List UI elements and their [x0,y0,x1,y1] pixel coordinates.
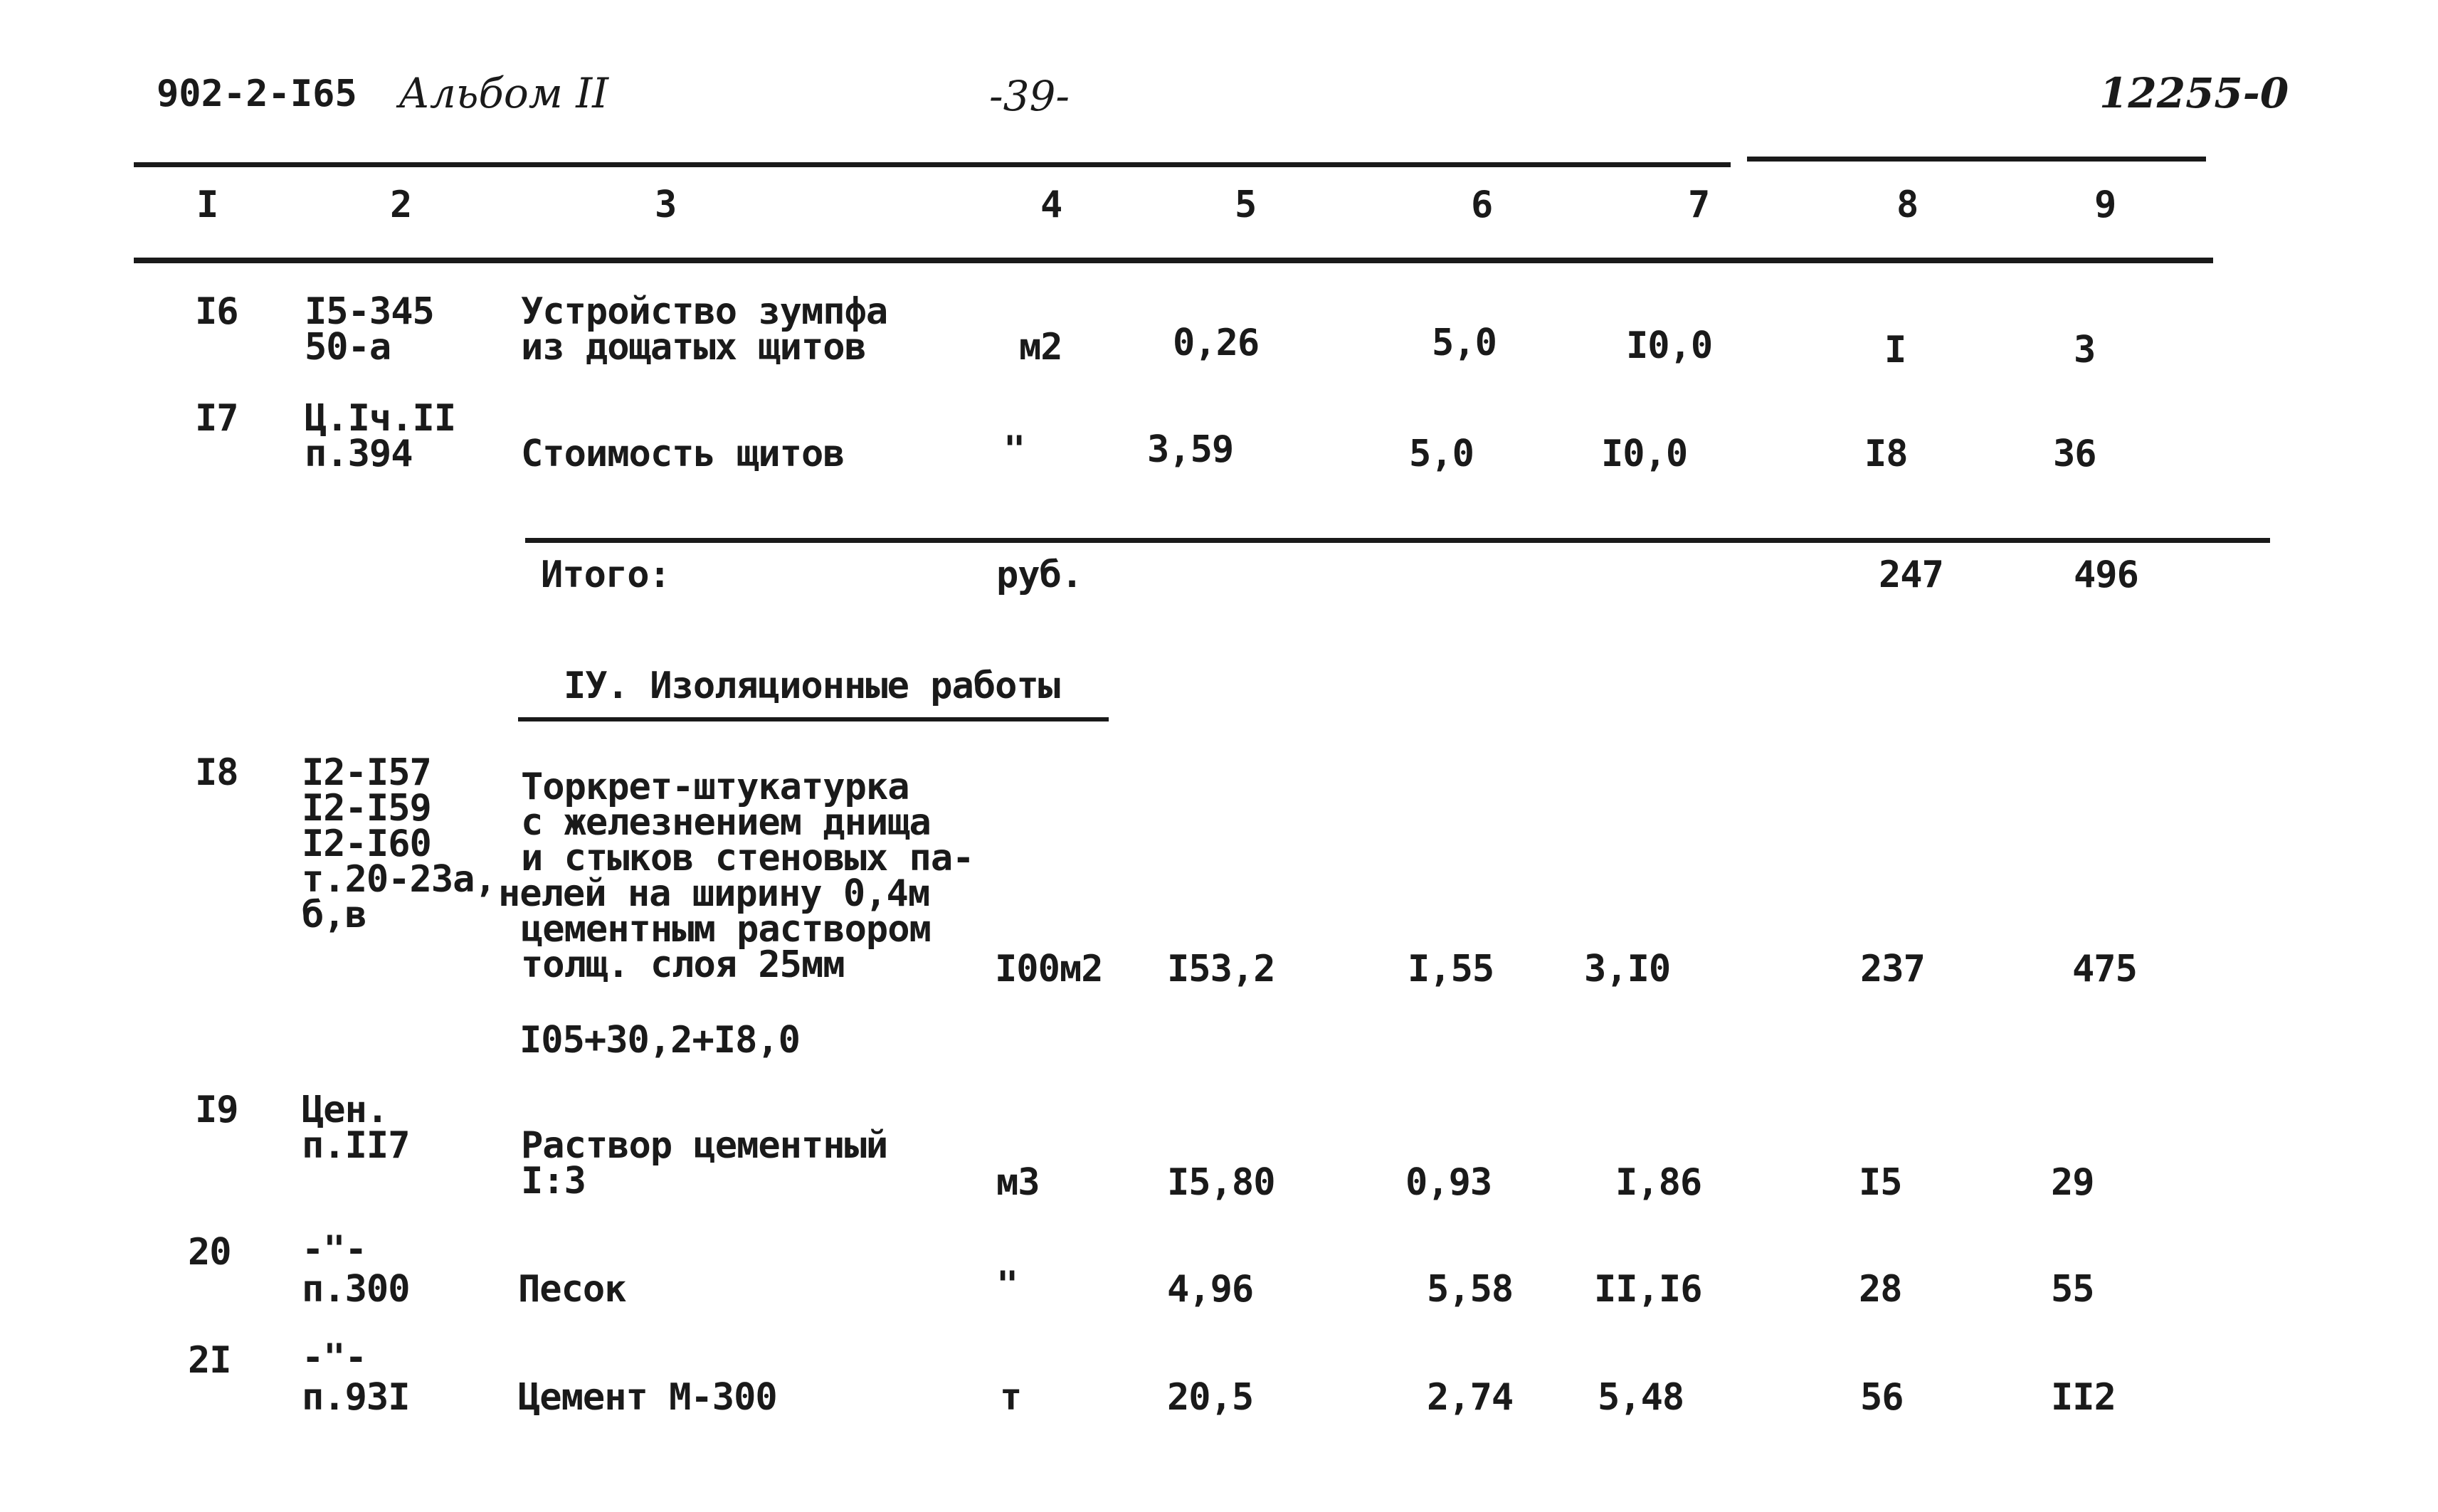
row-name-line: с железнением днища [521,801,931,844]
row-code-line: I5-345 [305,290,434,333]
row-code-line: п.394 [305,433,413,475]
row-unit: " [996,1264,1018,1306]
column-header-1: I [196,184,218,226]
row-col7: 3,I0 [1584,948,1671,990]
subtotal-rule [525,538,2270,543]
row-col6: I,55 [1408,948,1494,990]
row-unit: м2 [1019,326,1062,369]
row-code-line: п.II7 [302,1124,410,1167]
row-code-line: I2-I59 [302,787,431,830]
row-code-line: п.300 [302,1268,410,1311]
section-title: IУ. Изоляционные работы [564,665,1060,707]
row-number: 20 [188,1231,231,1274]
row-name-line: нелей на ширину 0,4м [498,872,930,915]
row-col7: I,86 [1615,1161,1702,1204]
row-name-line: Песок [518,1268,626,1311]
row-col8: 28 [1859,1268,1902,1311]
row-name-line: толщ. слоя 25мм [521,943,845,986]
row-code-line: I2-I57 [302,751,431,794]
page-number: -39- [989,72,1070,120]
row-name-line: Торкрет-штукатурка [521,766,909,808]
row-col5: 20,5 [1167,1376,1254,1419]
row-number: I9 [195,1089,238,1131]
header-top-rule-right [1747,157,2206,162]
row-code-line: I2-I60 [302,823,431,865]
row-col9: II2 [2051,1376,2116,1419]
row-name-line: Цемент М-300 [518,1376,777,1419]
row-code-line: т.20-23а, [302,858,496,901]
row-col8: I8 [1864,433,1908,475]
row-name-line: цементным раствором [521,908,931,951]
row-number: I8 [195,751,238,794]
subtotal-unit: руб. [996,554,1083,596]
row-unit: м3 [996,1161,1040,1204]
row-col6: 5,0 [1432,322,1497,364]
column-header-6: 6 [1471,184,1493,226]
row-name-line: из дощатых щитов [521,326,866,369]
column-header-3: 3 [655,184,677,226]
row-code-line: Цен. [302,1089,389,1131]
row-name-line: Устройство зумпфа [521,290,888,333]
row-col7: I0,0 [1626,324,1713,367]
row-name-line: Стоимость щитов [521,433,845,475]
column-header-7: 7 [1688,184,1710,226]
subtotal-col9: 496 [2074,554,2138,596]
row-col9: 3 [2074,329,2096,371]
row-col9: 36 [2053,433,2096,475]
row-col8: 237 [1860,948,1925,990]
row-unit: I00м2 [995,948,1103,990]
header-top-rule-left [134,162,1731,167]
row-unit: т [1000,1376,1022,1419]
column-header-2: 2 [390,184,412,226]
column-header-4: 4 [1040,184,1062,226]
subtotal-col8: 247 [1879,554,1943,596]
row-name-line: и стыков стеновых па- [521,837,974,879]
row-name-line: Раствор цементный [521,1124,888,1167]
row-col6: 2,74 [1427,1376,1514,1419]
row-col8: I [1884,329,1906,371]
row-col9: 475 [2072,948,2137,990]
row-number: I6 [195,290,238,333]
row-col8: I5 [1859,1161,1902,1204]
row-col5: 3,59 [1147,428,1234,471]
row-code-line: 50-a [305,326,391,369]
row-col9: 29 [2051,1161,2094,1204]
row-col6: 5,58 [1427,1268,1514,1311]
column-header-9: 9 [2094,184,2116,226]
row-col5: 0,26 [1173,322,1260,364]
row-col7: II,I6 [1594,1268,1702,1311]
row-col7: 5,48 [1598,1376,1684,1419]
header-bottom-rule [134,258,2213,263]
row-code-line: -"- [302,1228,366,1271]
row-code-line: Ц.Iч.II [305,397,456,440]
row-formula: I05+30,2+I8,0 [519,1019,800,1062]
row-number: I7 [195,397,238,440]
album-label: Альбом II [399,69,609,117]
column-header-8: 8 [1896,184,1919,226]
column-header-5: 5 [1235,184,1257,226]
row-number: 2I [188,1339,231,1382]
row-code-line: -"- [302,1336,366,1379]
row-code-line: п.93I [302,1376,410,1419]
row-col7: I0,0 [1601,433,1688,475]
document-code: 902-2-I65 [157,73,357,115]
row-name-line: I:3 [521,1160,586,1202]
row-unit: " [1003,428,1025,471]
row-col6: 0,93 [1405,1161,1492,1204]
subtotal-label: Итого: [541,554,670,596]
row-col9: 55 [2051,1268,2094,1311]
row-col5: I5,80 [1167,1161,1275,1204]
row-col6: 5,0 [1409,433,1474,475]
row-code-line: б,в [302,894,366,936]
reference-number: 12255-0 [2099,69,2289,117]
row-col5: I53,2 [1167,948,1275,990]
row-col5: 4,96 [1167,1268,1254,1311]
section-title-underline [518,717,1109,721]
row-col8: 56 [1860,1376,1904,1419]
